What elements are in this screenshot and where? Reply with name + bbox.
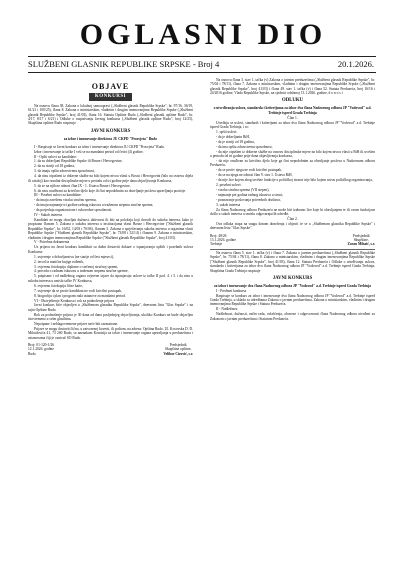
notice-paragraph: 1. da su državljani Republike Srpske ili Bosne i Hercegovine, (34, 159, 123, 164)
notice-paragraph: 6. ovjerenu fotokopiju lične karte, (34, 283, 83, 288)
notice-2-paragraph: Nadležnost, dužnosti, način rada, ovlašćenja, obaveze i odgovornosti člana Nadzornog odbora utvrđeni su Zakonom o javnim preduzećima i Statutom Preduzeća. (210, 312, 375, 321)
notice-paragraph: V - Potrebna dokumenta (34, 240, 70, 245)
article-1-body (210, 121, 375, 217)
doc-date: 12.1.2026. godine (28, 347, 54, 352)
article-1-paragraph: - visoka stručna sprema (VII stepen), (216, 187, 270, 192)
notice-paragraph: 7. uvjerenje da se protiv kandidata ne vodi krivični postupak, (34, 288, 122, 293)
notice-subtitle: za izbor i imenovanje direktora JU CKPD "Prosvjeta" Rudo (63, 136, 158, 141)
signature-block (28, 343, 193, 356)
right-column (210, 78, 375, 322)
notice-2-paragraph: II - Nadležnost (216, 307, 238, 312)
section-title: OBJAVE (91, 82, 130, 91)
doc-number: Broj: 01-120-1/26 (28, 342, 55, 347)
notice-paragraph: Javni konkurs biće objavljen u „Službenom glasniku Republike Srpske", dnevnom listu "Glas Srpske" i na sajtu Opštine Rudo. (28, 303, 193, 312)
notice-2-paragraph: I - Predmet konkursa (216, 288, 247, 293)
notice-body (28, 145, 193, 340)
notice-2-intro: Na osnovu člana 5. stav 1. tačka (v) i člana 7. Zakona o javnim preduzećima („Službeni glasnik Republike Srpske", br. 75/04 i 78/11), člana 8. Zakona o ministarskim, vladinim i drugim imenovanjima Republike Srpske ("Službeni glasnik Republike Srpske", broj 41/03), člana 12. Statuta Preduzeća i Odluke o utvrđivanju uslova, standarda i kriterijuma za izbor dva člana Nadzornog odbora JP "Vodovod" a.d. Trebinje ispred Grada Trebinja, Skupština Grada Trebinja raspisuje (210, 251, 375, 273)
notice-paragraph: - da posjeduju organizacione i rukovodne sposobnosti. (34, 208, 113, 213)
decision-signatory-org: Skupštine, (353, 237, 369, 242)
decision-date: 13.1.2026. godine (210, 237, 236, 242)
publication-name: SLUŽBENI GLASNIK REPUBLIKE SRPSKE - Broj 4 (28, 59, 220, 69)
masthead-title: OGLASNI DIO (79, 18, 327, 51)
article-1-paragraph: 1. opšti uslovi: (216, 129, 238, 134)
notice-2-title: JAVNI KONKURS (272, 275, 313, 281)
article-2-body: Ova odluka stupa na snagu danom donošenja i objavit će se u „Službenom glasniku Republike Srpske" i dnevnom listu "Glas Srpske". (210, 221, 375, 231)
article-1-paragraph: - da se na njega ne odnosi član 9. stav 1. Ustava BiH, (216, 173, 293, 178)
notice-paragraph: Kandidati ne mogu obavljati dužnost, aktivnost ili biti na položaju koji dovodi do sukoba interesa, kako je propisano članom 5. Zakona o sukobu interesa u institucijama vlasti Bosne i Hercegovine ("Službeni glasnik Republike Srpske", br. 16/02, 14/03 i 76/06), članom 5. Zakona o sprječavanju sukoba interesa u organima vlasti Republike Srpske ("Službeni glasnik Republike Srpske", br. 73/08 i 52/14) i članom 9. Zakona o ministarskim, vladinim i drugim imenovanjima Republike Srpske ("Službeni glasnik Republike Srpske", broj 41/03). (28, 218, 193, 240)
decision-number: Broj: 48/26 (210, 233, 227, 238)
notice-paragraph: 5. da se na njih ne odnosi član IX - 1. Ustava Bosne i Hercegovine, (34, 183, 131, 188)
signatory-org: Skupštine opštine, (164, 347, 192, 352)
notice-paragraph: 8. biografiju i plan i program rada ustanove za mandatni period. (34, 293, 126, 298)
article-1-paragraph: - da ima opštu zdravstvenu sposobnost, (216, 144, 273, 149)
article-1-paragraph: 2. posebni uslovi: (216, 183, 242, 187)
notice-paragraph: 2. da su stariji od 18 godina, (34, 164, 75, 169)
notice-paragraph: VI - Obavještenje Konkursa i rok za podnošenje prijava (34, 298, 115, 303)
decision-signature (210, 234, 375, 247)
notice-paragraph: 3. ovjerenu fotokopiju diplome o stečenoj stručnoj spremi, (34, 264, 119, 269)
article-1-label: Član 1. (287, 115, 298, 120)
notice-paragraph: 1. uvjerenje o državljanstvu (ne starije od šest mjeseci), (34, 254, 114, 259)
intro-paragraph: Na osnovu člana 38. Zakona o lokalnoj samoupravi („Službeni glasnik Republike Srpske", br. 97/16, 36/19, 61/21 i 100/25), člana 8. Zakona o ministarskim, vladinim i drugim imenovanjima Republike Srpske („Službeni glasnik Republike Srpske", broj 41/03), člana 16. Statuta Opštine Rudo („Službeni glasnik opštine Rudo", br. 4/17, 8/17 i 6/21) i Odluke o raspisivanju Javnog konkursa („Službeni glasnik opštine Rudo", broj 12/25), Skupština opštine Rudo raspisuje (28, 104, 193, 126)
article-1-paragraph: - da je državljanin BiH, (216, 134, 250, 139)
issue-date: 20.1.2026. (337, 59, 374, 69)
decision-title: ODLUKU (281, 98, 304, 104)
notice-2-body (210, 289, 375, 321)
article-1-paragraph: - najmanje pet godina radnog iskustva u struci, (216, 192, 284, 197)
notice-paragraph: Prijave se mogu dostaviti lično, u zatvorenoj koverti, ili poštom, na adresu: Opština Rudo, Ul. Kosovska D. D. Mihailovića 41, 73 260 Rudo, sa naznakom Komisija za izbor i imenovanje organa upravljanja u preduzećima i ustanovama čiji je osnivač SO Rudo. (28, 326, 193, 340)
doc-place: Rudo (28, 351, 36, 356)
notice-paragraph: IV - Sukob interesa (34, 213, 62, 218)
notice-paragraph: I - Raspisuje se Javni konkurs za izbor i imenovanje direktora JU CKPD "Prosvjeta" Rudo. (34, 144, 165, 149)
signatory-role: Predsjednik (169, 342, 187, 347)
article-1-paragraph: Za člana Nadzornog odbora Preduzeća ne može biti izabrano lice koje bi obavljanjem te ili ovom funkcijom došlo u sukob interesa u smislu odgovarajućih odredbi. (210, 207, 375, 217)
notice-paragraph: - da imaju najmanje tri godine radnog iskustva u traženom stepenu stručne spreme, (34, 203, 154, 208)
article-2-label: Član 2. (287, 216, 298, 221)
notice-title: JAVNI KONKURS (90, 128, 131, 134)
notice-paragraph: - da imaju završenu visoku stručnu spremu, (34, 198, 97, 203)
masthead-subhead (28, 58, 376, 72)
section-label: KONKURSI (89, 93, 132, 101)
decision-place: Trebinje (210, 242, 223, 247)
notice-paragraph: III - Posebni uslovi za kandidate: (34, 193, 82, 198)
notice-paragraph: 6. da nisu osuđivani za krivično djelo koje ih čini nepodobnim za obavljanje poslova upravljanja pozicije. (34, 188, 186, 193)
notice-paragraph: 4. da nisu otpušteni iz državne službe na bilo kojem nivou vlasti u Bosni i Hercegovini (bilo na osnovu dijela ili ostaloj) kao rezultat disciplinske mjere u periodu od tri godine prije dana objavljivanja Konkursa, (28, 174, 193, 183)
decision-signatory-role: Predsjednik (352, 233, 370, 238)
notice-paragraph: II - Opšti uslovi za kandidate: (34, 154, 77, 159)
notice-paragraph: 3. da imaju opštu zdravstvenu sposobnost, (34, 169, 95, 174)
notice-2-paragraph: Raspisuje se konkurs za izbor i imenovanje dva člana Nadzornog odbora JP "Vodovod" a.d. Trebinje ispred Grada Trebinja, u skladu sa odredbama Zakona o javnim preduzećima, Zakona o ministarskim, vladinim i drugim imenovanjima Republike Srpske i Statuta Preduzeća. (210, 293, 375, 307)
masthead-rule-top (28, 56, 376, 57)
article-1-paragraph: - da nije otpušten iz državne službe na osnovu disciplinske mjere na bilo kojem nivou vlasti u BiH ili uvršten u periodu od tri godine prije dana objavljivanja konkursa, (210, 149, 375, 158)
decision-subtitle: o utvrđivanju uslova, standarda i kriterijuma za izbor dva člana Nadzornog odbora JP "Vodovod" a.d. Trebinje ispred Grada Trebinja (213, 106, 372, 115)
notice-paragraph: Rok za podnošenje prijava je 30 dana od dana posljednjeg objavljivanja, ukoliko Konkurs ne bude objavljen istovremeno u svim glasilima. (28, 312, 193, 322)
article-1-paragraph: 3. sukob interesa (216, 202, 241, 207)
notice-paragraph: Nepotpune i neblagovremene prijave neće biti razmatrane. (34, 322, 119, 326)
decision-intro: Na osnovu člana 3. stav 1, tačka (v) Zakona o javnim preduzećima („Službeni glasnik Republike Srpske", br. 75/04 i 78/11), člana 7. Zakona o ministarskim, vladinim i drugim imenovanjima Republike Srpske („Službeni glasnik Republike Srpske", broj 41/03) i člana 49. stav 1. tačka (v) i člana 52. Statuta Preduzeća, broj 16/16 i 24/2016 godine, Vlada Republike Srpske, na sjednici održanoj 13.1.2026. godine, d o n o s i (210, 78, 375, 96)
left-column (28, 78, 193, 356)
signatory-name: Velibor Cirović, s.r. (163, 351, 193, 356)
masthead-rule-bottom (28, 72, 376, 73)
article-1-paragraph: Utvrđuju se uslovi, standardi i kriterijumi za izbor dva člana Nadzornog odbora JP "Vodovod" a.d. Trebinje ispred Grada Trebinja, i to: (210, 120, 375, 129)
article-1-paragraph: - poznavanje poslovanja privrednih društava, (216, 197, 281, 202)
notice-paragraph: 2. izvod iz matične knjige rođenih, (34, 259, 84, 264)
notice-paragraph: Izbor i imenovanje iz tačke I vrši se na mandatni period od četiri (4) godine. (34, 149, 144, 154)
notice-paragraph: 4. potvrdu o radnom iskustvu u traženom stepenu stručne spreme, (34, 269, 129, 274)
masthead (28, 18, 378, 52)
article-1-paragraph: - da nije lice kojem zbog izvršne funkcije u političkoj stranci nije bilo kojem nivou političkog organizovanja, (216, 178, 373, 183)
section-header (28, 82, 193, 101)
article-1-paragraph: - da se protiv njega ne vodi krivični postupak, (216, 168, 282, 173)
article-1-paragraph: - da je stariji od 18 godina, (216, 139, 255, 144)
decision-signatory-name: Zoran Mihaić, s.r. (347, 242, 375, 247)
article-1-paragraph: - da nije osuđivan za krivično djelo koje ga čini nepodobnim za obavljanje poslova u Nadzornom odboru Preduzeća, (210, 158, 375, 168)
section-divider (210, 249, 375, 250)
notice-paragraph: 5. potpisane i od nadležnog organa ovjerene izjave da ispunjavaju uslove iz tačke II pod. 4. i 5. i da nisu u sukobu interesa u smislu tačke IV Konkursa, (28, 274, 193, 283)
notice-paragraph: Uz prijavu na Javni konkurs kandidati su dužni dostaviti dokaze o ispunjavanju opštih i posebnih uslova Konkursa: (28, 245, 193, 254)
notice-2-subtitle: za izbor i imenovanje dva člana Nadzornog odbora JP "Vodovod" a.d. Trebinje ispred Grada Trebinja (214, 283, 371, 288)
